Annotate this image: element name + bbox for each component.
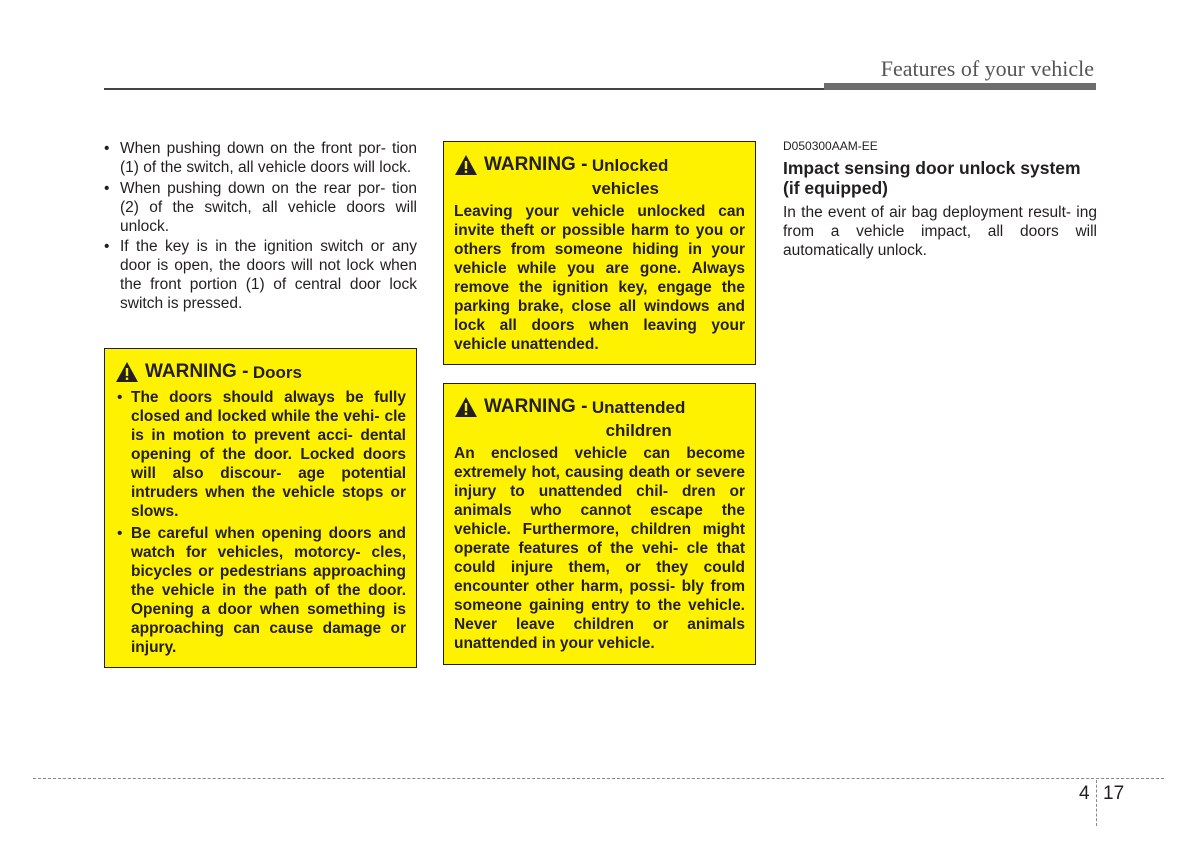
list-item: • When pushing down on the rear por- tion (2) of the switch, all vehicle doors will unlock.: [104, 179, 417, 235]
chapter-number: 4: [1079, 783, 1090, 804]
warning-triangle-icon: [454, 154, 478, 176]
list-item: • When pushing down on the front por- tion (1) of the switch, all vehicle doors will lock.: [104, 140, 417, 176]
warning-box-unlocked-vehicles: [443, 141, 756, 365]
switch-bullet-list: [104, 139, 417, 315]
warning-doors-list: [115, 388, 406, 657]
warning-heading: WARNING - Unlocked vehicles: [454, 154, 745, 199]
warning-box-unattended-children: [443, 383, 756, 665]
warning-body: An enclosed vehicle can become extremely hot, causing death or severe injury to unattended chil- dren or animals who cannot escape the vehicle. Furthermore, children might operate features of the vehi- cle that could injure them, or they could encounter other harm, possi- bly from someone gaining entry to the vehicle. Never leave children or animals unattended in your vehicle.: [454, 445, 745, 652]
warning-body: Leaving your vehicle unlocked can invite theft or possible harm to you or others from someone hiding in your vehicle while you are gone. Always remove the ignition key, engage the parking brake, close all windows and lock all doors when leaving your vehicle unattended.: [454, 203, 745, 353]
warning-triangle-icon: [115, 361, 139, 383]
warning-triangle-icon: [454, 396, 478, 418]
warning-heading: WARNING - Unattended children: [454, 396, 745, 441]
header-rule: [104, 88, 824, 90]
list-item: • The doors should always be fully closed and locked while the vehi- cle is in motion to prevent acci- dental opening of the door. Locked doors will also discour- age potential intruders when the vehicle stops or slows.: [117, 389, 406, 520]
footer-divider: [1096, 780, 1097, 826]
warning-heading: WARNING - Doors: [115, 361, 406, 385]
section-body: In the event of air bag deployment result- ing from a vehicle impact, all doors will automatically unlock.: [783, 204, 1097, 259]
list-item: • If the key is in the ignition switch or any door is open, the doors will not lock when the front portion (1) of central door lock switch is pressed.: [104, 238, 417, 312]
section-title: Impact sensing door unlock system (if equipped): [783, 158, 1081, 198]
warning-box-doors: [104, 348, 417, 668]
page-header-title: Features of your vehicle: [880, 56, 1094, 81]
list-item: • Be careful when opening doors and watch for vehicles, motorcy- cles, bicycles or pedestrians approaching the vehicle in the path of the door. Opening a door when something is approaching can cause damage or injury.: [117, 525, 406, 656]
header-rule-accent: [824, 83, 1096, 90]
section-code: D050300AAM-EE: [783, 139, 878, 153]
page-number: 17: [1103, 783, 1125, 804]
footer-rule: [33, 778, 1164, 779]
